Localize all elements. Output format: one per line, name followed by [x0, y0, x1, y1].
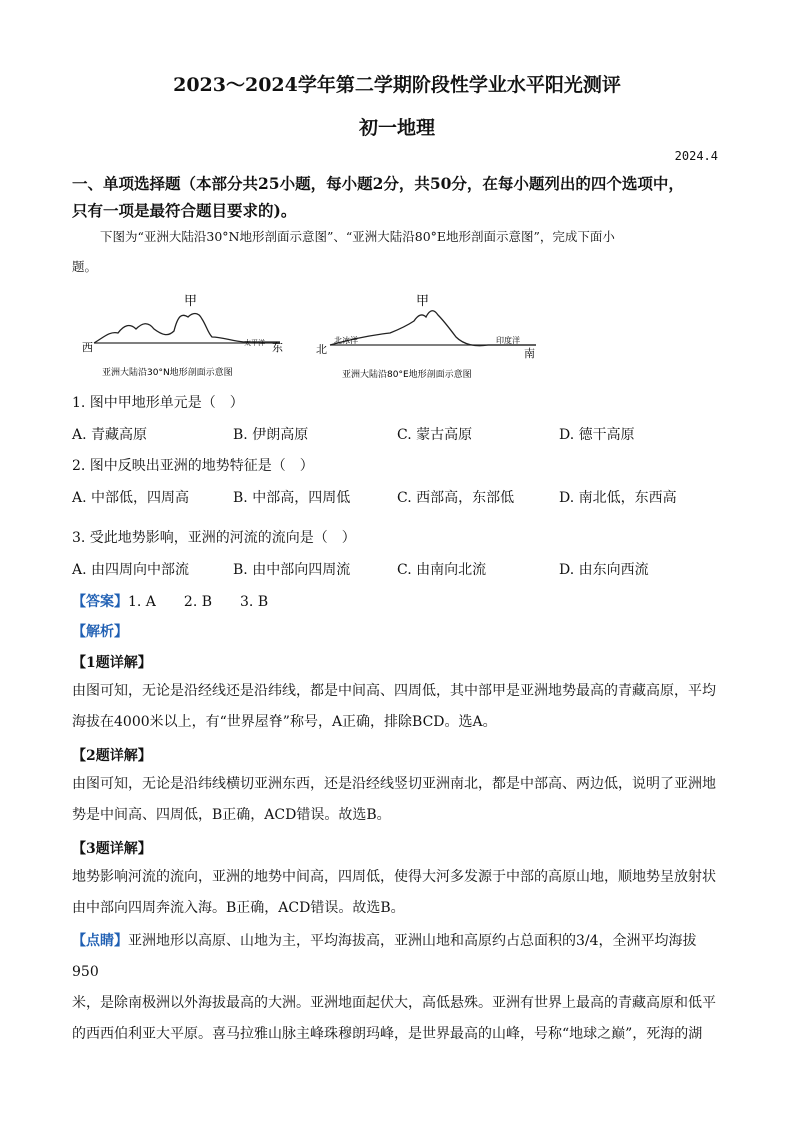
question-2-option-c[interactable]: C. 西部高，东部低	[397, 490, 515, 506]
profile-80e-caption: 亚洲大陆沿80°E地形剖面示意图	[342, 370, 472, 380]
profile-30n-caption: 亚洲大陆沿30°N地形剖面示意图	[102, 368, 233, 378]
detail-2-line: 由图可知，无论是沿纬线横切亚洲东西，还是沿经线竖切亚洲南北，都是中部高、两边低，说明了亚洲地	[72, 776, 716, 792]
question-1-option-d[interactable]: D. 德干高原	[559, 427, 635, 443]
detail-3-line: 地势影响河流的流向，亚洲的地势中间高，四周低，使得大河多发源于中部的高原山地，顺地势呈放射状	[72, 869, 716, 885]
answer-text: 1. A 2. B 3. B	[128, 594, 269, 610]
profile-30n-west-label: 西	[82, 341, 93, 354]
detail-3-text	[72, 862, 722, 924]
section-heading-line: 一、单项选择题（本部分共25小题，每小题2分，共50分，在每小题列出的四个选项中，	[72, 174, 684, 193]
question-3-option-a[interactable]: A. 由四周向中部流	[72, 562, 190, 578]
detail-1-label: 【1题详解】	[72, 655, 152, 671]
question-2-option-d[interactable]: D. 南北低，东西高	[559, 490, 677, 506]
detail-2-label: 【2题详解】	[72, 748, 152, 764]
profile-80e-south-label: 南	[524, 347, 535, 360]
tips-line-text: 亚洲地形以高原、山地为主，平均海拔高，亚洲山地和高原约占总面积的3/4，全洲平均海拔950	[72, 933, 697, 980]
detail-1-line: 由图可知，无论是沿经线还是沿纬线，都是中间高、四周低，其中部甲是亚洲地势最高的青藏高原，平均	[72, 683, 716, 699]
question-3-option-b[interactable]: B. 由中部向四周流	[233, 562, 351, 578]
question-2-option-b[interactable]: B. 中部高，四周低	[233, 490, 351, 506]
page-title: 2023～2024学年第二学期阶段性学业水平阳光测评	[173, 74, 621, 96]
detail-3-label: 【3题详解】	[72, 841, 152, 857]
profile-80e-ocean-n-label: 北冰洋	[334, 336, 358, 345]
question-1-option-a[interactable]: A. 青藏高原	[72, 427, 148, 443]
profile-30n	[82, 294, 283, 378]
detail-2-text	[72, 769, 722, 831]
question-2-option-a[interactable]: A. 中部低，四周高	[72, 490, 190, 506]
question-intro	[72, 222, 722, 282]
tips-label: 【点睛】	[72, 933, 128, 949]
profile-80e-north-label: 北	[316, 343, 327, 356]
question-3-stem: 3. 受此地势影响，亚洲的河流的流向是（ ）	[72, 530, 356, 546]
intro-line: 下图为“亚洲大陆沿30°N地形剖面示意图”、“亚洲大陆沿80°E地形剖面示意图”，完成下面小	[100, 229, 615, 244]
tips-text	[72, 926, 722, 1050]
profile-30n-peak-label: 甲	[184, 294, 198, 309]
subject-title: 初一地理	[358, 117, 435, 139]
question-3-option-c[interactable]: C. 由南向北流	[397, 562, 487, 578]
tips-line: 米，是除南极洲以外海拔最高的大洲。亚洲地面起伏大，高低悬殊。亚洲有世界上最高的青藏高原和低平	[72, 995, 716, 1011]
tips-line	[72, 926, 722, 988]
terrain-profile-diagrams	[72, 285, 552, 385]
question-1-option-b[interactable]: B. 伊朗高原	[233, 427, 309, 443]
detail-1-text	[72, 676, 722, 738]
profile-80e	[316, 294, 536, 380]
section-heading	[72, 170, 722, 224]
profile-30n-ocean-label: 太平洋	[244, 339, 265, 347]
question-1-stem: 1. 图中甲地形单元是（ ）	[72, 395, 244, 411]
profile-30n-east-label: 东	[272, 341, 283, 354]
exam-date: 2024.4	[674, 149, 718, 163]
tips-line: 的西西伯利亚大平原。喜马拉雅山脉主峰珠穆朗玛峰，是世界最高的山峰，号称“地球之巅”，死海的湖	[72, 1026, 703, 1042]
analysis-label: 【解析】	[72, 624, 128, 640]
answer-label: 【答案】	[72, 594, 128, 610]
intro-line: 题。	[72, 259, 98, 274]
question-1-option-c[interactable]: C. 蒙古高原	[397, 427, 473, 443]
question-2-stem: 2. 图中反映出亚洲的地势特征是（ ）	[72, 458, 314, 474]
profile-80e-peak-label: 甲	[416, 294, 430, 309]
question-3-option-d[interactable]: D. 由东向西流	[559, 562, 649, 578]
answer-line	[72, 591, 268, 611]
section-heading-line: 只有一项是最符合题目要求的)。	[72, 201, 297, 220]
detail-2-line: 势是中间高、四周低，B正确，ACD错误。故选B。	[72, 807, 391, 823]
detail-3-line: 由中部向四周奔流入海。B正确，ACD错误。故选B。	[72, 900, 405, 916]
profile-80e-ocean-s-label: 印度洋	[496, 336, 520, 345]
detail-1-line: 海拔在4000米以上，有“世界屋脊”称号，A正确，排除BCD。选A。	[72, 714, 497, 730]
